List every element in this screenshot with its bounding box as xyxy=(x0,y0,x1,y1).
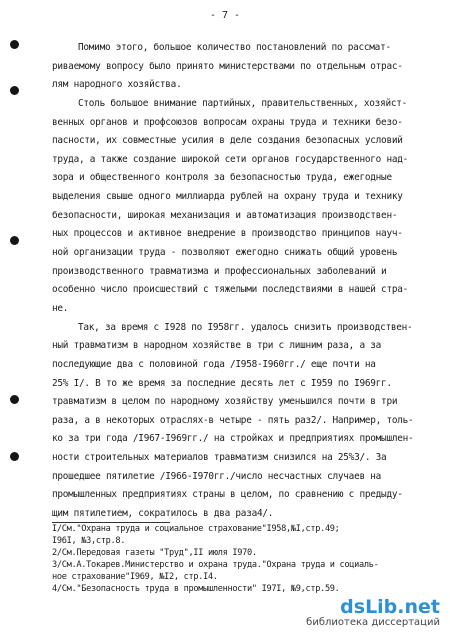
binder-hole xyxy=(10,395,19,404)
footnote-line: I/См."Охрана труда и социальное страхование"I958,№I,стр.49; xyxy=(52,524,340,534)
binder-hole xyxy=(10,236,19,245)
footnote-line: 3/См.А.Токарев.Министерство и охрана труда."Охрана труда и социаль- xyxy=(52,560,379,570)
footnote-line: ное страхование"I969, №I2, стр.I4. xyxy=(52,572,218,582)
site-watermark xyxy=(306,597,440,629)
body-line: 25% I/. В то же время за последние десять лет с I959 по I969гг. xyxy=(52,378,392,389)
footnote-line: 2/См.Передовая газеты "Труд",II июля I970. xyxy=(52,548,257,558)
body-line: ный травматизм в народном хозяйстве в три с лишним раза, а за xyxy=(52,340,382,351)
body-line: ности строительных материалов травматизм снизился на 25%3/. За xyxy=(52,452,387,463)
body-line: щим пятилетием, сократилось в два раза4/. xyxy=(52,508,274,519)
body-line: риваемому вопросу было принято министерствами по отдельным отрас- xyxy=(52,61,403,72)
body-line: прошедшее пятилетие /I966-I970гг./число несчастных случаев на xyxy=(52,471,382,482)
body-line: ко за три года /I967-I969гг./ на стройках и предприятиях промышлен- xyxy=(52,433,414,444)
body-line: Столь большое внимание партийных, правительственных, хозяйст- xyxy=(78,98,408,109)
binder-hole xyxy=(10,86,19,95)
body-line: безопасности, широкая механизация и автоматизация производствен- xyxy=(52,210,398,221)
binder-hole xyxy=(10,40,19,49)
body-line: выделения свыше одного миллиарда рублей на охрану труда и технику xyxy=(52,191,403,202)
footnote-line: 4/См."Безопасность труда в промышленности" I97I, №9,стр.59. xyxy=(52,584,340,594)
body-line: труда, а также создание широкой сети органов государственного над- xyxy=(52,154,409,165)
watermark-tagline: библиотека диссертаций xyxy=(306,617,440,628)
body-line: производственного травматизма и профессиональных заболеваний и xyxy=(52,266,387,277)
body-line: последующие два с половиной года /I958-I960гг./ еще почти на xyxy=(52,359,376,370)
body-line: пасности, их совместные усилия в деле создания безопасных условий xyxy=(52,135,403,146)
body-line: зора и общественного контроля за безопасностью труда, ежегодные xyxy=(52,172,392,183)
footnote-divider xyxy=(52,522,170,523)
body-line: промышленных предприятиях страны в целом, по сравнению с предыду- xyxy=(52,489,403,500)
body-line: ной организации труда - позволяют ежегодно снижать общий уровень xyxy=(52,247,398,258)
binder-hole xyxy=(10,452,19,461)
body-line: Помимо этого, большое количество постановлений по рассмат- xyxy=(78,42,391,53)
footnote-line: I96I, №3,стр.8. xyxy=(52,536,126,546)
body-line: раза, а в некоторых отраслях-в четыре - пять раз2/. Например, толь- xyxy=(52,415,414,426)
body-line: особенно число происшествий с тяжелыми последствиями в нашей стра- xyxy=(52,284,409,295)
body-line: лям народного хозяйства. xyxy=(52,79,182,90)
body-line: венных органов и профсоюзов вопросам охраны труда и техники безо- xyxy=(52,117,403,128)
body-line: не. xyxy=(52,303,69,314)
page-number: - 7 - xyxy=(209,10,241,21)
body-line: травматизм в целом по народному хозяйству уменьшился почти в три xyxy=(52,396,398,407)
body-line: ных процессов и активное внедрение в производство принципов науч- xyxy=(52,228,403,239)
watermark-logo: dsLib.net xyxy=(340,596,440,618)
body-line: Так, за время с I928 по I958гг. удалось снизить производствен- xyxy=(78,322,413,333)
